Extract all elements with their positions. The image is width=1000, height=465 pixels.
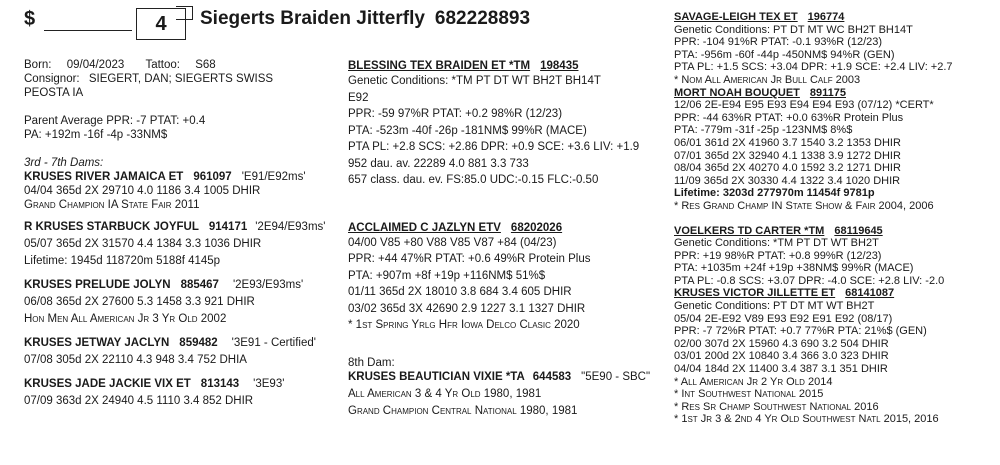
dam-3: [24, 170, 325, 212]
animal-reg-number: 682228893: [434, 8, 531, 29]
dam-score: '2E94/E93ms': [255, 221, 326, 233]
dams-dam-award: * 1st Jr 3 & 2nd 4 Yr Old Southwest Natl 2015, 2016: [674, 413, 939, 426]
dam-name: KRUSES RIVER JAMAICA ET: [24, 171, 184, 183]
consignor-value: SIEGERT, DAN; SIEGERTS SWISS: [88, 73, 274, 85]
sires-sire-title: [674, 11, 953, 24]
dams-sire-title: [674, 225, 953, 238]
middle-column: [348, 59, 650, 418]
consignor-location: PEOSTA IA: [24, 87, 84, 99]
sire-title: [348, 59, 650, 73]
dam-lines: [348, 235, 650, 334]
dam-name: KRUSES PRELUDE JOLYN: [24, 279, 171, 291]
sires-sire-name: SAVAGE-LEIGH TEX ET: [674, 11, 798, 23]
sires-sire-line: PPR: -104 91%R PTAT: -0.1 93%R (12/23): [674, 36, 883, 49]
dams-dam-line: 02/00 307d 2X 15960 4.3 690 3.2 504 DHIR: [674, 337, 889, 350]
dam-reg: 885467: [180, 279, 219, 291]
left-column: [24, 58, 325, 408]
sires-sire-line: Genetic Conditions: PT DT MT WC BH2T BH14T: [674, 23, 913, 36]
dams-dam-line: 03/01 200d 2X 10840 3.4 366 3.0 323 DHIR: [674, 350, 889, 363]
dams-sire-line: Genetic Conditions: *TM PT DT WT BH2T: [674, 237, 879, 250]
dam-record: 07/08 305d 2X 22110 4.3 948 3.4 752 DHIA: [24, 354, 247, 366]
eighth-dam-score: "5E90 - SBC": [581, 370, 651, 383]
dam-name: R KRUSES STARBUCK JOYFUL: [24, 221, 199, 233]
sire-line: PTA: -523m -40f -26p -181NM$ 99%R (MACE): [348, 124, 587, 137]
dam-reg: 914171: [208, 221, 248, 233]
iowa-outline-icon: [176, 6, 193, 20]
dam-award: * 1st Spring Yrlg Hfr Iowa Delco Clasic 2020: [348, 319, 580, 331]
sires-dam-reg: 891175: [809, 86, 846, 99]
dams-dam-line: 04/04 184d 2X 11400 3.4 387 3.1 351 DHIR: [674, 363, 888, 376]
sire-line: 657 class. dau. ev. FS:85.0 UDC:-0.15 FLC:-0.50: [348, 174, 599, 186]
dam-record: 07/09 363d 2X 24940 4.5 1110 3.4 852 DHIR: [24, 395, 254, 407]
sires-dam-line: 07/01 365d 2X 32940 4.1 1338 3.9 1272 DHIR: [674, 149, 901, 162]
dams-sire-line: PTA: +1035m +24f +19p +38NM$ 99%R (MACE): [674, 262, 914, 275]
dams-dam-reg: 68141087: [845, 287, 895, 300]
dam-record: 04/04 365d 2X 29710 4.0 1186 3.4 1005 DHIR: [24, 185, 261, 197]
parent-average: Parent Average PPR: -7 PTAT: +0.4: [24, 115, 206, 127]
born-label: Born:: [24, 59, 52, 71]
eighth-dam-award: Grand Champion Central National 1980, 1981: [348, 404, 578, 417]
dam-line: 01/11 365d 2X 18010 3.8 684 3.4 605 DHIR: [348, 286, 572, 298]
dam-award: Grand Champion IA State Fair 2011: [24, 199, 200, 211]
dam-7: [24, 377, 325, 408]
dam-award: Hon Men All American Jr 3 Yr Old 2002: [24, 313, 227, 325]
dams-dam-name: KRUSES VICTOR JILLETTE ET: [674, 287, 836, 300]
dams-dam-award: * All American Jr 2 Yr Old 2014: [674, 375, 833, 388]
sires-dam-name: MORT NOAH BOUQUET: [674, 86, 800, 99]
animal-name: Siegerts Braiden Jitterfly: [200, 8, 425, 29]
price-dollar-sign: $: [24, 8, 36, 30]
dam-record: 05/07 365d 2X 31570 4.4 1384 3.3 1036 DHIR: [24, 238, 262, 250]
sires-sire-line: PTA PL: +1.5 SCS: +3.04 DPR: +1.9 SCE: +2.4 LIV: +2.7: [674, 61, 953, 74]
sires-sire-block: [674, 11, 953, 87]
dams-dam-block: [674, 287, 953, 426]
sires-dam-line: 12/06 2E-E94 E95 E93 E94 E94 E93 (07/12) *CERT*: [674, 99, 934, 112]
dams-dam-award: * Int Southwest National 2015: [674, 388, 824, 401]
dam-line: PTA: +907m +8f +19p +116NM$ 51%$: [348, 269, 546, 282]
sire-line: PPR: -59 97%R PTAT: +0.2 98%R (12/23): [348, 108, 563, 120]
consignor-line: [24, 72, 325, 86]
sire-line: E92: [348, 91, 369, 104]
lot-number: 4: [136, 8, 186, 40]
dam-name: KRUSES JETWAY JACLYN: [24, 337, 170, 349]
dam-4: [24, 220, 325, 268]
tattoo-label: Tattoo:: [145, 59, 180, 71]
dams-sire-line: PPR: +19 98%R PTAT: +0.8 99%R (12/23): [674, 249, 882, 262]
born-date: 09/04/2023: [66, 59, 125, 71]
dam-reg: 813143: [200, 378, 240, 390]
sires-sire-reg: 196774: [807, 11, 845, 23]
dams-heading: 3rd - 7th Dams:: [24, 157, 104, 169]
dam-name: KRUSES JADE JACKIE VIX ET: [24, 378, 191, 390]
sire-line: 952 dau. av. 22289 4.0 881 3.3 733: [348, 157, 529, 170]
dams-sire-name: VOELKERS TD CARTER *TM: [674, 224, 825, 237]
sires-dam-line: PPR: -44 63%R PTAT: +0.0 63%R Protein Plus: [674, 111, 904, 124]
dam-reg: 68202026: [510, 221, 563, 234]
tattoo-value: S68: [195, 59, 216, 71]
dam-block: [348, 221, 650, 334]
dam-6: [24, 336, 325, 367]
animal-title: [200, 8, 530, 30]
sires-sire-award: * Nom All American Jr Bull Calf 2003: [674, 73, 861, 86]
sires-sire-line: PTA: -956m -60f -44p -450NM$ 94%R (GEN): [674, 48, 895, 61]
dam-score: '3E91 - Certified': [231, 337, 316, 349]
dams-dam-line: Genetic Conditions: PT DT MT WT BH2T: [674, 300, 875, 313]
sires-dam-line: 08/04 365d 2X 40270 4.0 1592 3.2 1271 DHIR: [674, 162, 901, 175]
consignor-label: Consignor:: [24, 73, 80, 85]
price-blank-line: [44, 30, 132, 31]
dam-line: PPR: +44 47%R PTAT: +0.6 49%R Protein Plus: [348, 253, 591, 265]
eighth-dam-block: [348, 370, 650, 418]
dam-score: '3E93': [253, 378, 285, 390]
dam-5: [24, 278, 325, 326]
eighth-dam-award: All American 3 & 4 Yr Old 1980, 1981: [348, 387, 542, 400]
sires-dam-award: * Res Grand Champ IN State Show & Fair 2004, 2006: [674, 199, 934, 212]
dam-reg: 961097: [193, 171, 232, 183]
dams-dam-award: * Res Sr Champ Southwest National 2016: [674, 400, 879, 413]
born-line: [24, 58, 325, 72]
dams-dam-line: PPR: -7 72%R PTAT: +0.7 77%R PTA: 21%$ (GEN): [674, 325, 927, 338]
sires-dam-block: [674, 87, 953, 213]
dam-line: 04/00 V85 +80 V88 V85 V87 +84 (04/23): [348, 236, 557, 249]
sire-line: PTA PL: +2.8 SCS: +2.86 DPR: +0.9 SCE: +3.6 LIV: +1.9: [348, 141, 640, 153]
dam-reg: 859482: [179, 337, 218, 349]
eighth-dam-reg: 644583: [532, 370, 572, 383]
dams-sire-reg: 68119645: [834, 224, 883, 237]
dams-sire-line: PTA PL: -0.8 SCS: +3.07 DPR: -4.0 SCE: +2.8 LIV: -2.0: [674, 274, 945, 287]
right-column: [674, 11, 953, 426]
eighth-dam-heading: 8th Dam:: [348, 356, 395, 369]
sire-line: Genetic Conditions: *TM PT DT WT BH2T BH14T: [348, 75, 601, 87]
pa-values: PA: +192m -16f -4p -33NM$: [24, 129, 168, 141]
sire-block: [348, 59, 650, 189]
dams-dam-title: [674, 287, 953, 300]
dam-lifetime: Lifetime: 1945d 118720m 5188f 4145p: [24, 255, 221, 267]
sires-dam-title: [674, 87, 953, 100]
sires-dam-lifetime: Lifetime: 3203d 277970m 11454f 9781p: [674, 187, 875, 200]
dam-line: 03/02 365d 3X 42690 2.9 1227 3.1 1327 DHIR: [348, 302, 586, 315]
eighth-dam-name: KRUSES BEAUTICIAN VIXIE *TA: [348, 370, 525, 383]
sires-dam-line: PTA: -779m -31f -25p -123NM$ 8%$: [674, 124, 853, 137]
sires-dam-line: 11/09 365d 2X 30330 4.4 1322 3.4 1020 DHIR: [674, 174, 901, 187]
dams-sire-block: [674, 225, 953, 288]
sire-lines: [348, 73, 650, 189]
sire-name: BLESSING TEX BRAIDEN ET *TM: [348, 60, 531, 72]
sire-reg: 198435: [540, 60, 579, 72]
dam-score: '2E93/E93ms': [232, 279, 304, 291]
dams-dam-line: 05/04 2E-E92 V89 E93 E92 E91 E92 (08/17): [674, 312, 893, 325]
dam-name: ACCLAIMED C JAZLYN ETV: [348, 221, 501, 234]
dam-record: 06/08 365d 2X 27600 5.3 1458 3.3 921 DHIR: [24, 296, 255, 308]
dam-score: 'E91/E92ms': [241, 171, 306, 183]
sires-dam-line: 06/01 361d 2X 41960 3.7 1540 3.2 1353 DHIR: [674, 136, 901, 149]
dam-title: [348, 221, 650, 235]
